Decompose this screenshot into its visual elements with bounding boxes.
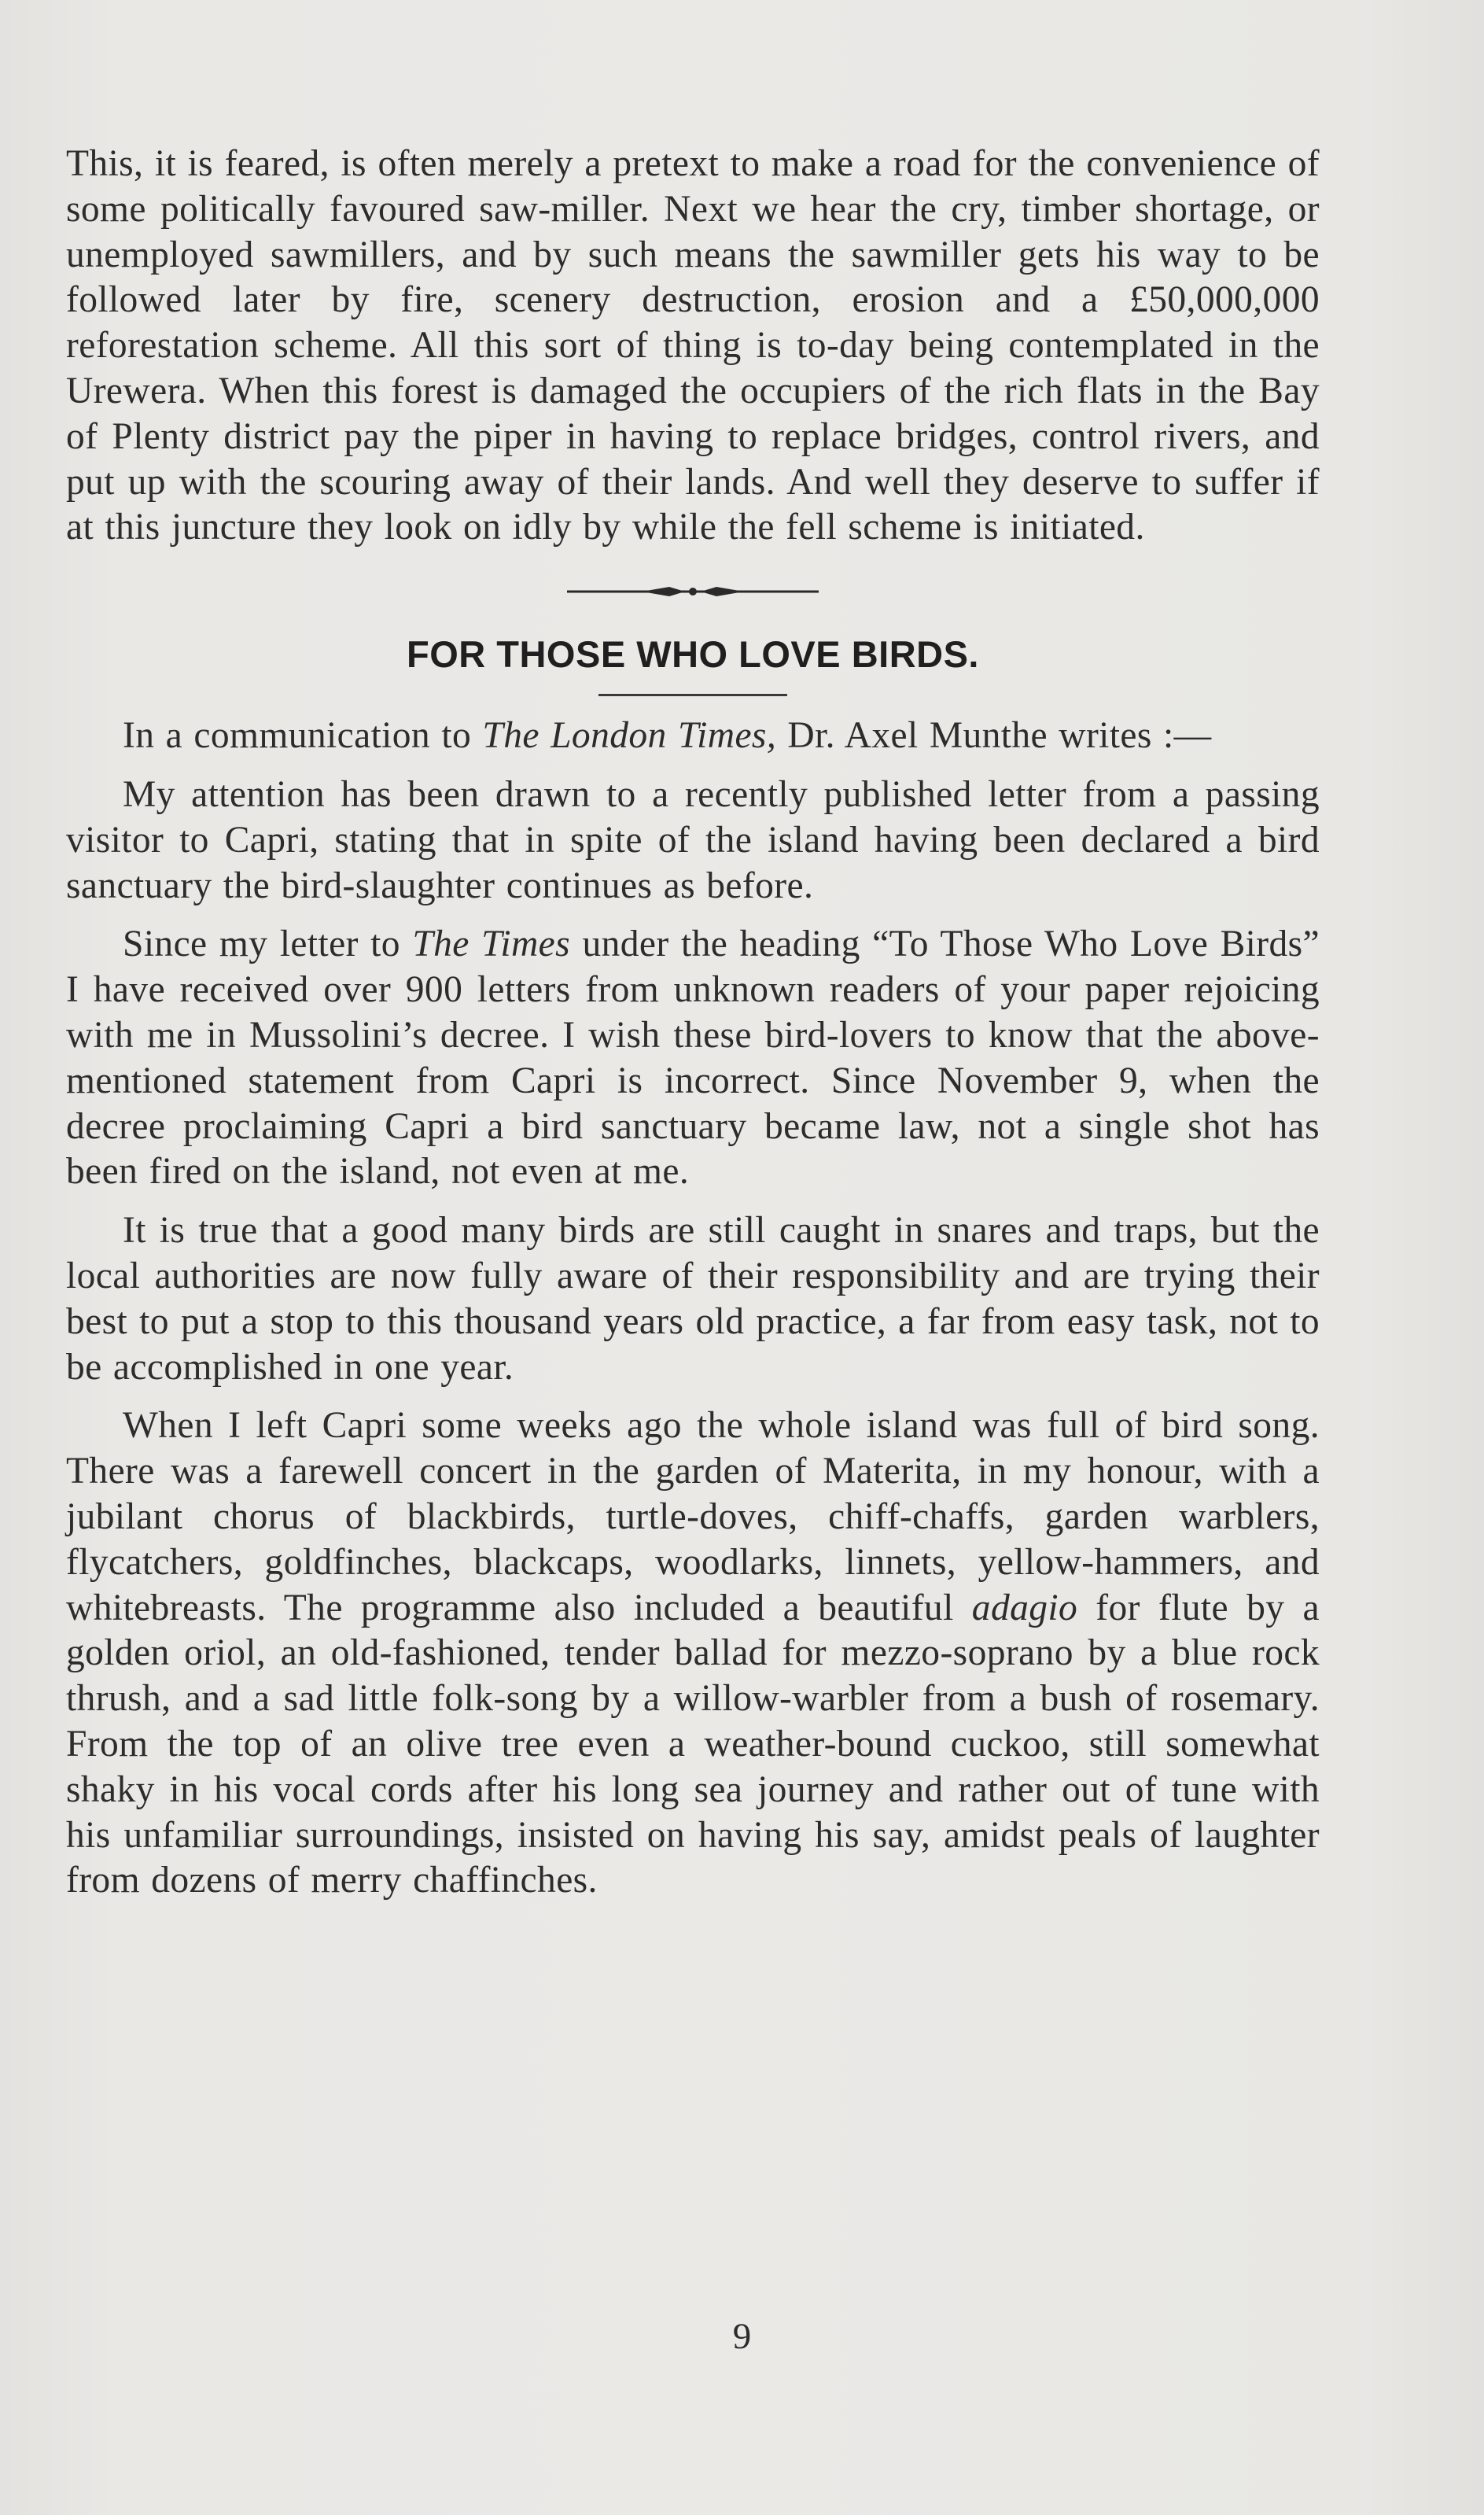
text-column [66,142,1320,1904]
section-heading: FOR THOSE WHO LOVE BIRDS. [407,633,979,676]
paragraph-intro [66,714,1320,759]
paragraph-snares-traps: It is true that a good many birds are still caught in snares and traps, but the local authorities are now fully aware of their responsibility and are trying their best to put a stop to this thousand years old practice, a far from easy task, not to be accomplished in one year. [66,1210,1320,1388]
ornament-right-diamond [701,587,744,596]
ornament-left-diamond [642,587,685,596]
bird-concert-text-start: When I left Capri some weeks ago the whole island was full of bird song. There was a farewell concert in the garden of Materita, in my honour, with a jubilant chorus of blackbirds, turtle-doves, chiff-chaffs, garden warblers, flycatchers, goldfinches, blackcaps, woodlarks, linnets, yellow-hammers, and whitebreasts. The programme also included a beautiful [66,1405,1320,1628]
bird-concert-italic-word: adagio [971,1587,1078,1628]
since-letter-text-end: under the heading “To Those Who Love Birds” I have received over 900 letters from unknown readers of your paper rejoicing with me in Mussolini’s decree. I wish these bird-lovers to know that the above-mentioned statement from Capri is incorrect. Since November 9, when the decree proclaiming Capri a bird sanctuary became law, not a single shot has been fired on the island, not even at me. [66,924,1320,1193]
paragraph-bird-concert [66,1403,1320,1904]
intro-newspaper-title: The London Times, [482,715,777,757]
ornament-center-dot [689,588,697,596]
paragraph-pretext-road: This, it is feared, is often merely a pretext to make a road for the convenience of some politically favoured saw-miller. Next we hear the cry, timber shortage, or unemployed sawmillers, and by such means the sawmiller gets his way to be followed later by fire, scenery destruction, erosion and a £50,000,000 reforestation scheme. All this sort of thing is to-day being contemplated in the Urewera. When this forest is damaged the occupiers of the rich flats in the Bay of Plenty district pay the piper in having to replace bridges, control rivers, and put up with the scouring away of their lands. And well they deserve to suffer if at this juncture they look on idly by while the fell scheme is initiated. [66,143,1320,548]
since-letter-newspaper-title: The Times [412,924,571,965]
intro-text-end: Dr. Axel Munthe writes :— [776,715,1212,757]
ornament-divider [567,584,819,599]
since-letter-text-start: Since my letter to [123,924,413,965]
paragraph-since-letter [66,922,1320,1195]
page-number: 9 [732,2316,752,2357]
bird-concert-text-end: for flute by a golden oriol, an old-fashioned, tender ballad for mezzo-soprano by a blue rock thrush, and a sad little folk-song by a willow-warbler from a bush of rosemary. From the top of an olive tree even a weather-bound cuckoo, still somewhat shaky in his vocal cords after his long sea journey and rather out of tune with his unfamiliar surroundings, insisted on having his say, amidst peals of laughter from dozens of merry chaffinches. [66,1587,1320,1901]
intro-text-start: In a communication to [123,715,483,757]
heading-rule [598,694,787,696]
paragraph-attention-drawn: My attention has been drawn to a recently published letter from a passing visitor to Capri, stating that in spite of the island having been declared a bird sanctuary the bird-slaughter continues as before. [66,773,1320,906]
